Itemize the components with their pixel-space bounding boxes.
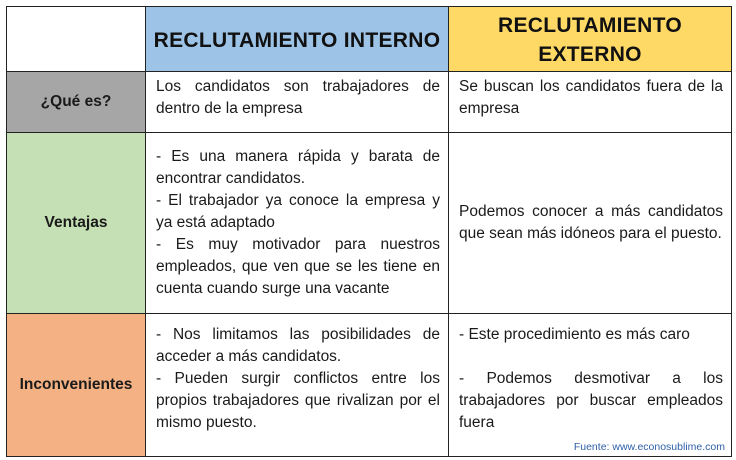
text-ventajas-external: Podemos conocer a más candidatos que sean más idóneos para el puesto. xyxy=(459,203,723,242)
row-label-inconvenientes: Inconvenientes xyxy=(7,314,146,457)
inconvenientes-internal-item: - Nos limitamos las posibilidades de acceder a más candidatos. xyxy=(156,326,440,365)
cell-que-es-external xyxy=(449,72,732,133)
header-internal: RECLUTAMIENTO INTERNO xyxy=(146,7,449,72)
inconvenientes-external-item: - Este procedimiento es más caro xyxy=(459,326,690,343)
cell-inconvenientes-internal xyxy=(146,314,449,457)
empty-corner-cell xyxy=(7,7,146,72)
cell-que-es-internal xyxy=(146,72,449,133)
cell-ventajas-internal xyxy=(146,133,449,314)
source-credit: Fuente: www.econosublime.com xyxy=(573,441,725,453)
row-label-ventajas: Ventajas xyxy=(7,133,146,314)
ventajas-internal-item: - El trabajador ya conoce la empresa y ya está adaptado xyxy=(156,192,440,231)
comparison-table xyxy=(6,6,732,457)
ventajas-internal-item: - Es una manera rápida y barata de encontrar candidatos. xyxy=(156,148,440,187)
header-external: RECLUTAMIENTO EXTERNO xyxy=(449,7,732,72)
item-spacer xyxy=(459,346,723,368)
inconvenientes-external-item: - Podemos desmotivar a los trabajadores por buscar empleados fuera xyxy=(459,370,723,431)
row-label-que-es: ¿Qué es? xyxy=(7,72,146,133)
row-que-es xyxy=(7,72,732,133)
header-row xyxy=(7,7,732,72)
row-ventajas xyxy=(7,133,732,314)
text-que-es-external: Se buscan los candidatos fuera de la empresa xyxy=(459,78,723,117)
text-que-es-internal: Los candidatos son trabajadores de dentro de la empresa xyxy=(156,78,440,117)
inconvenientes-internal-item: - Pueden surgir conflictos entre los propios trabajadores que rivalizan por el mismo puesto. xyxy=(156,370,440,431)
cell-inconvenientes-external xyxy=(449,314,732,457)
row-inconvenientes xyxy=(7,314,732,457)
ventajas-internal-item: - Es muy motivador para nuestros empleados, que ven que se les tiene en cuenta cuando surge una vacante xyxy=(156,236,440,297)
cell-ventajas-external xyxy=(449,133,732,314)
